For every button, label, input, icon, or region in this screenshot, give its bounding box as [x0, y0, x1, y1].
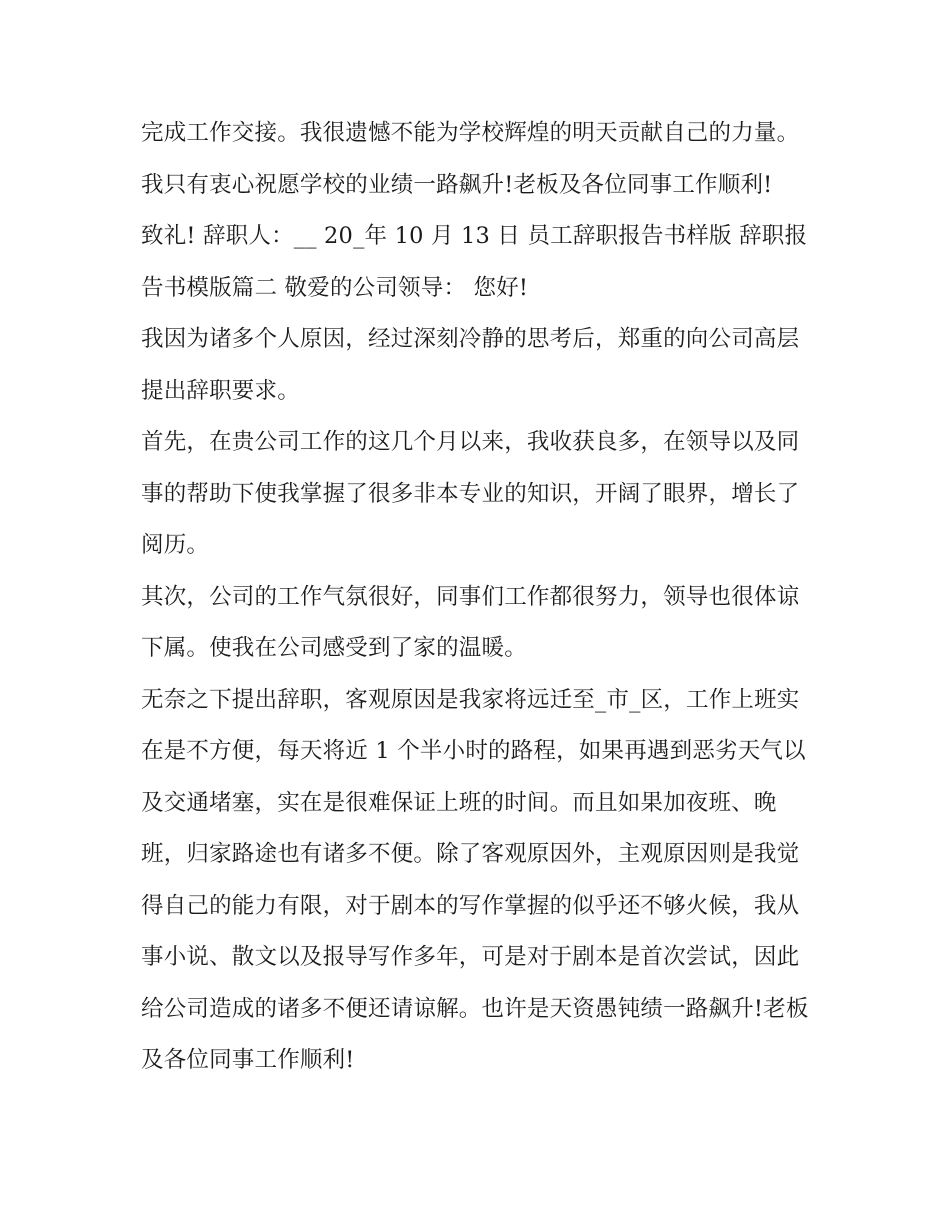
paragraph-handover: 完成工作交接。我很遗憾不能为学校辉煌的明天贡献自己的力量。我只有衷心祝愿学校的业绩一路飙升!老板及各位同事工作顺利! — [141, 120, 800, 198]
paragraph-closing-and-heading: 致礼! 辞职人：__ 20_年 10 月 13 日 员工辞职报告书样版 辞职报告书模版篇二 敬爱的公司领导： 您好! — [141, 223, 808, 301]
paragraph-atmosphere: 其次，公司的工作气氛很好，同事们工作都很努力，领导也很体谅下属。使我在公司感受到了家的温暖。 — [141, 583, 800, 661]
paragraph-gratitude: 首先，在贵公司工作的这几个月以来，我收获良多，在领导以及同事的帮助下使我掌握了很多非本专业的知识，开阔了眼界，增长了阅历。 — [141, 429, 800, 558]
paragraph-reasons: 无奈之下提出辞职，客观原因是我家将远迁至_市_区，工作上班实在是不方便，每天将近 1 个半小时的路程，如果再遇到恶劣天气以及交通堵塞，实在是很难保证上班的时间。而且如果加夜班、晚班，归家路途也有诸多不便。除了客观原因外，主观原因则是我觉得自己的能力有限，对于剧本的写作掌握的似乎还不够火候，我从事小说、散文以及报导写作多年，可是对于剧本是首次尝试，因此给公司造成的诸多不便还请谅解。也许是天资愚钝绩一路飙升!老板及各位同事工作顺利! — [141, 686, 809, 1073]
paragraph-intro: 我因为诸多个人原因，经过深刻冷静的思考后，郑重的向公司高层提出辞职要求。 — [141, 326, 800, 404]
